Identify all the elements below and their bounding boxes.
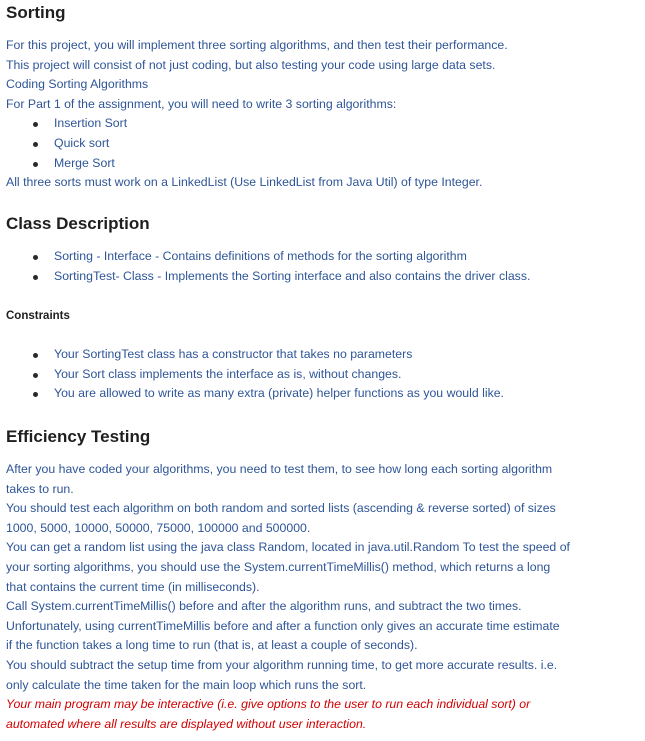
list-item: You are allowed to write as many extra (private) helper functions as you would like. (6, 384, 636, 404)
list-item: SortingTest- Class - Implements the Sorting interface and also contains the driver class. (6, 267, 636, 287)
list-item: Your Sort class implements the interface as is, without changes. (6, 365, 636, 385)
algorithm-list (6, 114, 636, 173)
italic-note-line: Your main program may be interactive (i.e. give options to the user to run each individual sort) or (6, 697, 531, 712)
list-item: Merge Sort (6, 154, 636, 174)
text-line: 1000, 5000, 10000, 50000, 75000, 100000 and 500000. (6, 520, 311, 535)
text-line: You should subtract the setup time from your algorithm running time, to get more accurate results. i.e. (6, 657, 558, 672)
intro-line: This project will consist of not just coding, but also testing your code using large data sets. (6, 57, 496, 72)
text-line: your sorting algorithms, you should use the System.currentTimeMillis() method, which returns a long (6, 559, 551, 574)
text-line: takes to run. (6, 481, 74, 496)
text-line: Call System.currentTimeMillis() before and after the algorithm runs, and subtract the two times. (6, 599, 522, 614)
intro-line: For this project, you will implement three sorting algorithms, and then test their performance. (6, 38, 508, 52)
text-line: if the function takes a long time to run (that is, at least a couple of seconds). (6, 638, 418, 653)
efficiency-body (6, 460, 636, 734)
subheading-coding: Coding Sorting Algorithms (6, 77, 149, 92)
list-item: Quick sort (6, 134, 636, 154)
text-line: that contains the current time (in milliseconds). (6, 579, 260, 594)
sorting-intro (6, 36, 636, 193)
linkedlist-note: All three sorts must work on a LinkedList (Use LinkedList from Java Util) of type Integer. (6, 175, 483, 190)
intro-line: For Part 1 of the assignment, you will need to write 3 sorting algorithms: (6, 96, 397, 111)
text-line: Unfortunately, using currentTimeMillis before and after a function only gives an accurate time estimate (6, 618, 560, 633)
list-item: Sorting - Interface - Contains definitions of methods for the sorting algorithm (6, 247, 636, 267)
section-title-sorting: Sorting (6, 3, 66, 22)
list-item: Insertion Sort (6, 114, 636, 134)
list-item: Your SortingTest class has a constructor that takes no parameters (6, 345, 636, 365)
class-description-list (6, 247, 636, 286)
section-title-constraints: Constraints (6, 310, 70, 322)
text-line: You can get a random list using the java class Random, located in java.util.Random To test the speed of (6, 540, 570, 555)
text-line: only calculate the time taken for the main loop which runs the sort. (6, 677, 367, 692)
text-line: You should test each algorithm on both random and sorted lists (ascending & reverse sorted) of sizes (6, 501, 556, 516)
italic-note-line: automated where all results are displayed without user interaction. (6, 716, 367, 731)
section-title-class-description: Class Description (6, 214, 150, 233)
text-line: After you have coded your algorithms, you need to test them, to see how long each sorting algorithm (6, 462, 553, 476)
section-title-efficiency: Efficiency Testing (6, 427, 151, 446)
constraints-list (6, 345, 636, 404)
